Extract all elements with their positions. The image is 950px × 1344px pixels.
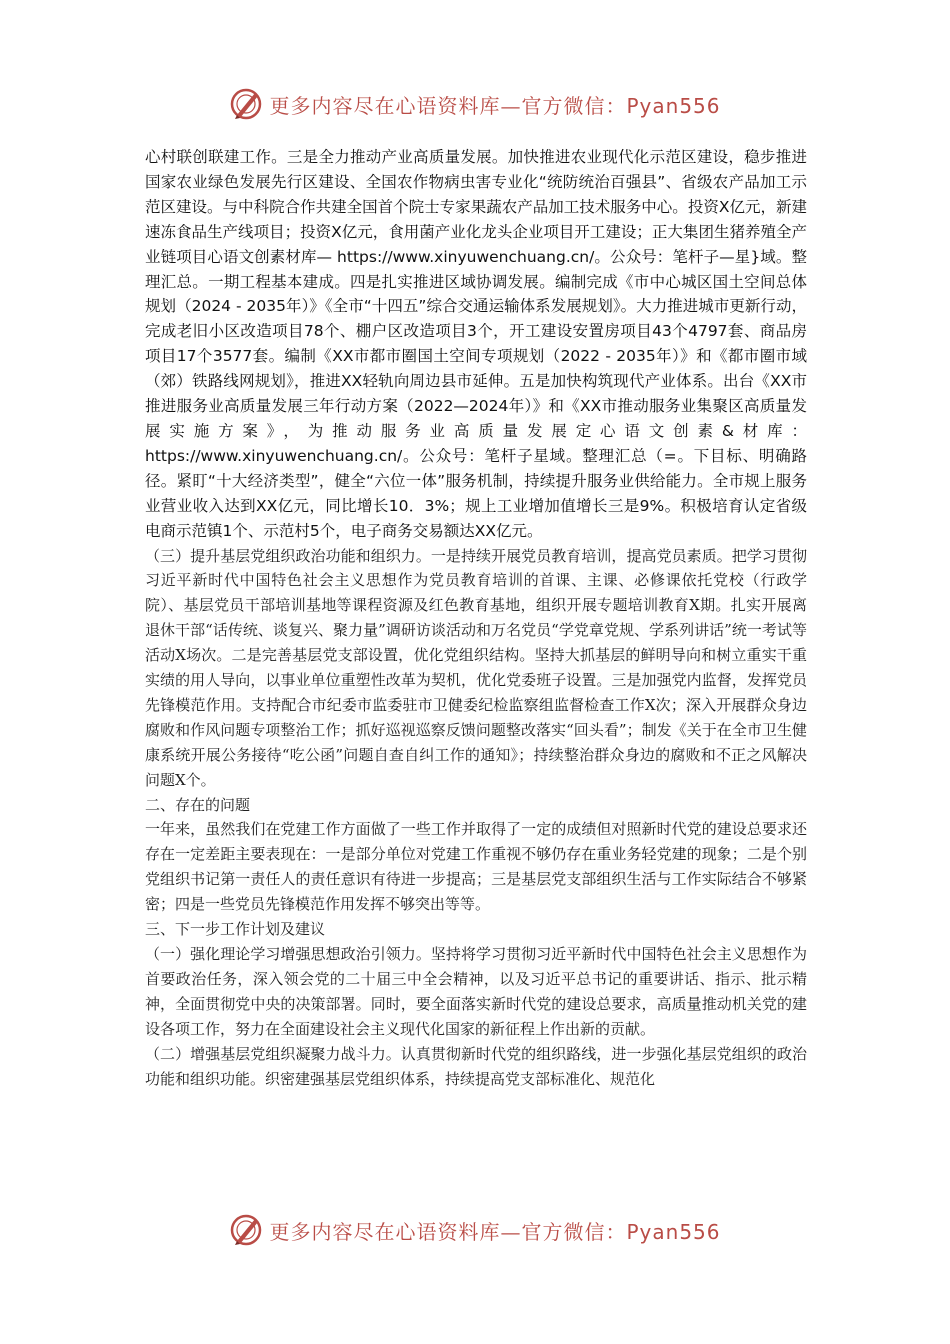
banner-label: [269, 1216, 720, 1245]
wechat-id: Pyan556: [626, 1219, 721, 1244]
section-heading-next-steps: 三、下一步工作计划及建议: [145, 920, 326, 939]
header-banner: [0, 84, 950, 124]
pen-logo-icon: [229, 87, 263, 121]
paragraph-problems: 一年来，虽然我们在党建工作方面做了一些工作并取得了一定的成绩但对照新时代党的建设总要求还存在一定差距主要表现在：一是部分单位对党建工作重视不够仍存在重业务轻党建的现象；二是个别党组织书记第一责任人的责任意识有待进一步提高；三是基层党支部组织生活与工作实际结合不够紧密；四是一些党员先锋模范作用发挥不够突出等等。: [145, 820, 807, 914]
document-body: [145, 145, 807, 1091]
banner-text: 更多内容尽在心语资料库—官方微信：: [269, 93, 627, 118]
paragraph-economic-development: 心村联创联建工作。三是全力推动产业高质量发展。加快推进农业现代化示范区建设，稳步推进国家农业绿色发展先行区建设、全国农作物病虫害专业化“统防统治百强县”、省级农产品加工示范区建设。与中科院合作共建全国首个院士专家果蔬农产品加工技术服务中心。投资X亿元，新建速冻食品生产线项目；投资X亿元，食用菌产业化龙头企业项目开工建设；正大集团生猪养殖全产业链项目心语文创素材库— https://www.xinyuwenchuang.cn/。公众号：笔杆子—星}域。整理汇总。一期工程基本建成。四是扎实推进区域协调发展。编制完成《市中心城区国土空间总体规划（2024 - 2035年）》《全市“十四五”综合交通运输体系发展规划》。大力推进城市更新行动，完成老旧小区改造项目78个、棚户区改造项目3个，开工建设安置房项目43个4797套、商品房项目17个3577套。编制《XX市都市圈国土空间专项规划（2022 - 2035年）》和《都市圈市域（郊）铁路线网规划》，推进XX轻轨向周边县市延伸。五是加快构筑现代产业体系。出台《XX市推进服务业高质量发展三年行动方案（2022—2024年）》和《XX市推动服务业集聚区高质量发展实施方案》，为推动服务业高质量发展定心语文创素&材库：https://www.xinyuwenchuang.cn/。公众号：笔杆子星域。整理汇总（=。下目标、明确路径。紧盯“十大经济类型”，健全“六位一体”服务机制，持续提升服务业供给能力。全市规上服务业营业收入达到XX亿元，同比增长10．3%；规上工业增加值增长三是9%。积极培育认定省级电商示范镇1个、示范村5个，电子商务交易额达XX亿元。: [145, 148, 807, 540]
section-heading-problems: 二、存在的问题: [145, 795, 251, 814]
paragraph-party-organization: （三）提升基层党组织政治功能和组织力。一是持续开展党员教育培训，提高党员素质。把学习贯彻习近平新时代中国特色社会主义思想作为党员教育培训的首课、主课、必修课依托党校（行政学院）、基层党员干部培训基地等课程资源及红色教育基地，组织开展专题培训教育X期。扎实开展离退休干部“话传统、谈复兴、聚力量”调研访谈活动和万名党员“学党章党规、学系列讲话”统一考试等活动X场次。二是完善基层党支部设置，优化党组织结构。坚持大抓基层的鲜明导向和树立重实干重实绩的用人导向，以事业单位重塑性改革为契机，优化党委班子设置。三是加强党内监督，发挥党员先锋模范作用。支持配合市纪委市监委驻市卫健委纪检监察组监督检查工作X次；深入开展群众身边腐败和作风问题专项整治工作；抓好巡视巡察反馈问题整改落实“回头看”；制发《关于在全市卫生健康系统开展公务接待“吃公函”问题自查自纠工作的通知》；持续整治群众身边的腐败和不正之风解决问题X个。: [145, 546, 807, 789]
banner-label: [269, 90, 720, 119]
paragraph-theory-study: （一）强化理论学习增强思想政治引领力。坚持将学习贯彻习近平新时代中国特色社会主义思想作为首要政治任务，深入领会党的二十届三中全会精神，以及习近平总书记的重要讲话、指示、批示精神，全面贯彻党中央的决策部署。同时，要全面落实新时代党的建设总要求，高质量推动机关党的建设各项工作，努力在全面建设社会主义现代化国家的新征程上作出新的贡献。: [145, 945, 807, 1038]
paragraph-grassroots: （二）增强基层党组织凝聚力战斗力。认真贯彻新时代党的组织路线，进一步强化基层党组织的政治功能和组织功能。织密建强基层党组织体系，持续提高党支部标准化、规范化: [145, 1044, 807, 1088]
pen-logo-icon: [229, 1213, 263, 1247]
wechat-id: Pyan556: [626, 93, 721, 118]
footer-banner: [0, 1210, 950, 1250]
banner-text: 更多内容尽在心语资料库—官方微信：: [269, 1219, 627, 1244]
